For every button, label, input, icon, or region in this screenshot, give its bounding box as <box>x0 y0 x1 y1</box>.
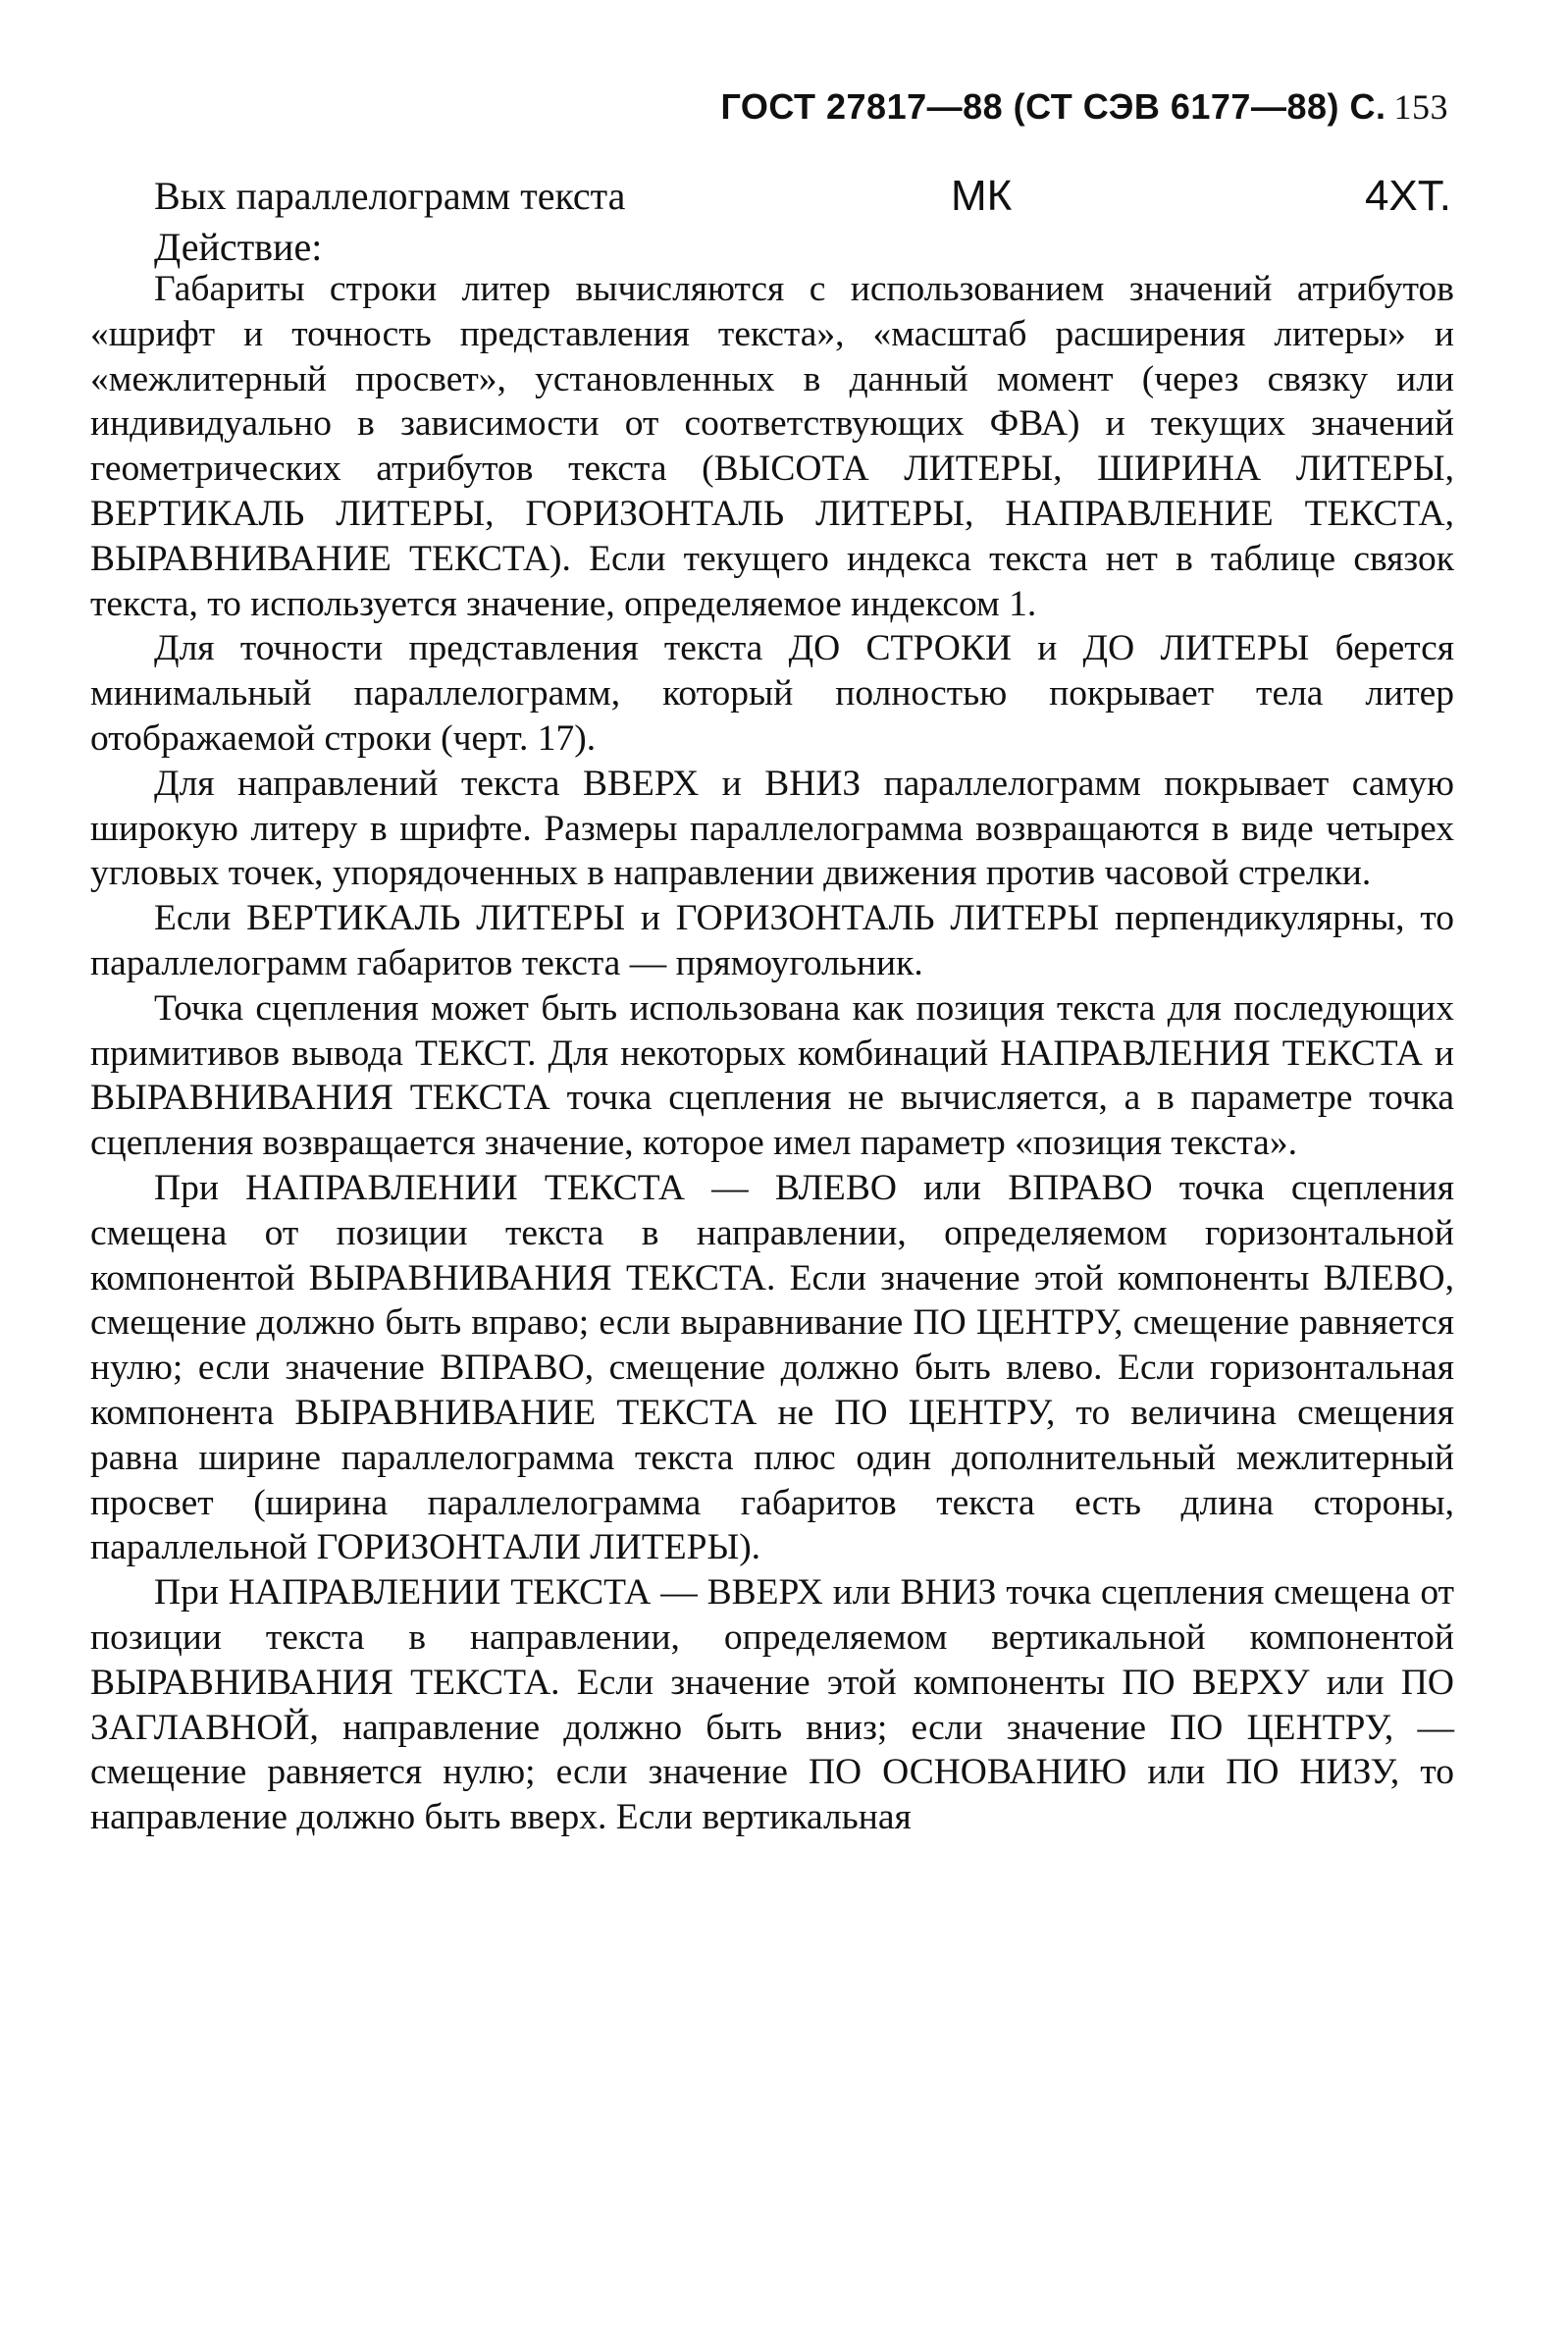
body-text <box>90 267 1454 1840</box>
operation-number: 4XT. <box>1364 172 1451 220</box>
paragraph-3: Для направлений текста ВВЕРХ и ВНИЗ параллелограмм покрывает самую широкую литеру в шрифте. Размеры параллелограмма возвращаются в виде четырех угловых точек, упорядоченных в направлении движения против часовой стрелки. <box>90 763 1454 894</box>
paragraph-7: При НАПРАВЛЕНИИ ТЕКСТА — ВВЕРХ или ВНИЗ точка сцепления смещена от позиции текста в направлении, определяемом вертикальной компонентой ВЫРАВНИВАНИЯ ТЕКСТА. Если значение этой компоненты ПО ВЕРХУ или ПО ЗАГЛАВНОЙ, направление должно быть вниз; если значение ПО ЦЕНТРУ, — смещение равняется нулю; если значение ПО ОСНОВАНИЮ или ПО НИЗУ, то направление должно быть вверх. Если вертикальная <box>90 1572 1454 1838</box>
paragraph-2: Для точности представления текста ДО СТРОКИ и ДО ЛИТЕРЫ берется минимальный параллелограмм, который полностью покрывает тела литер отображаемой строки (черт. 17). <box>90 628 1454 759</box>
operation-class: МК <box>951 172 1013 220</box>
paragraph-1: Габариты строки литер вычисляются с использованием значений атрибутов «шрифт и точность представления текста», «масштаб расширения литеры» и «межлитерный просвет», установленных в данный момент (через связку или индивидуально в зависимости от соответствующих ФВА) и текущих значений геометрических атрибутов текста (ВЫСОТА ЛИТЕРЫ, ШИРИНА ЛИТЕРЫ, ВЕРТИКАЛЬ ЛИТЕРЫ, ГОРИЗОНТАЛЬ ЛИТЕРЫ, НАПРАВЛЕНИЕ ТЕКСТА, ВЫРАВНИВАНИЕ ТЕКСТА). Если текущего индекса текста нет в таблице связок текста, то используется значение, определяемое индексом 1. <box>90 269 1454 624</box>
paragraph-6: При НАПРАВЛЕНИИ ТЕКСТА — ВЛЕВО или ВПРАВО точка сцепления смещена от позиции текста в направлении, определяемом горизонтальной компонентой ВЫРАВНИВАНИЯ ТЕКСТА. Если значение этой компоненты ВЛЕВО, смещение должно быть вправо; если выравнивание ПО ЦЕНТРУ, смещение равняется нулю; если значение ВПРАВО, смещение должно быть влево. Если горизонтальная компонента ВЫРАВНИВАНИЕ ТЕКСТА не ПО ЦЕНТРУ, то величина смещения равна ширине параллелограмма текста плюс один дополнительный межлитерный просвет (ширина параллелограмма габаритов текста есть длина стороны, параллельной ГОРИЗОНТАЛИ ЛИТЕРЫ). <box>90 1167 1454 1568</box>
action-title: Действие: <box>154 225 323 269</box>
operation-line <box>154 169 1451 224</box>
paragraph-5: Точка сцепления может быть использована как позиция текста для последующих примитивов вывода ТЕКСТ. Для некоторых комбинаций НАПРАВЛЕНИЯ ТЕКСТА и ВЫРАВНИВАНИЯ ТЕКСТА точка сцепления не вычисляется, а в параметре точка сцепления возвращается значение, которое имел параметр «позиция текста». <box>90 987 1454 1164</box>
page-number: 153 <box>1393 87 1448 127</box>
paragraph-4: Если ВЕРТИКАЛЬ ЛИТЕРЫ и ГОРИЗОНТАЛЬ ЛИТЕРЫ перпендикулярны, то параллелограмм габаритов текста — прямоугольник. <box>90 898 1454 983</box>
standard-designation: ГОСТ 27817—88 (СТ СЭВ 6177—88) С. <box>720 86 1386 127</box>
page-header <box>720 86 1448 128</box>
operation-name: Вых параллелограмм текста <box>154 174 626 218</box>
